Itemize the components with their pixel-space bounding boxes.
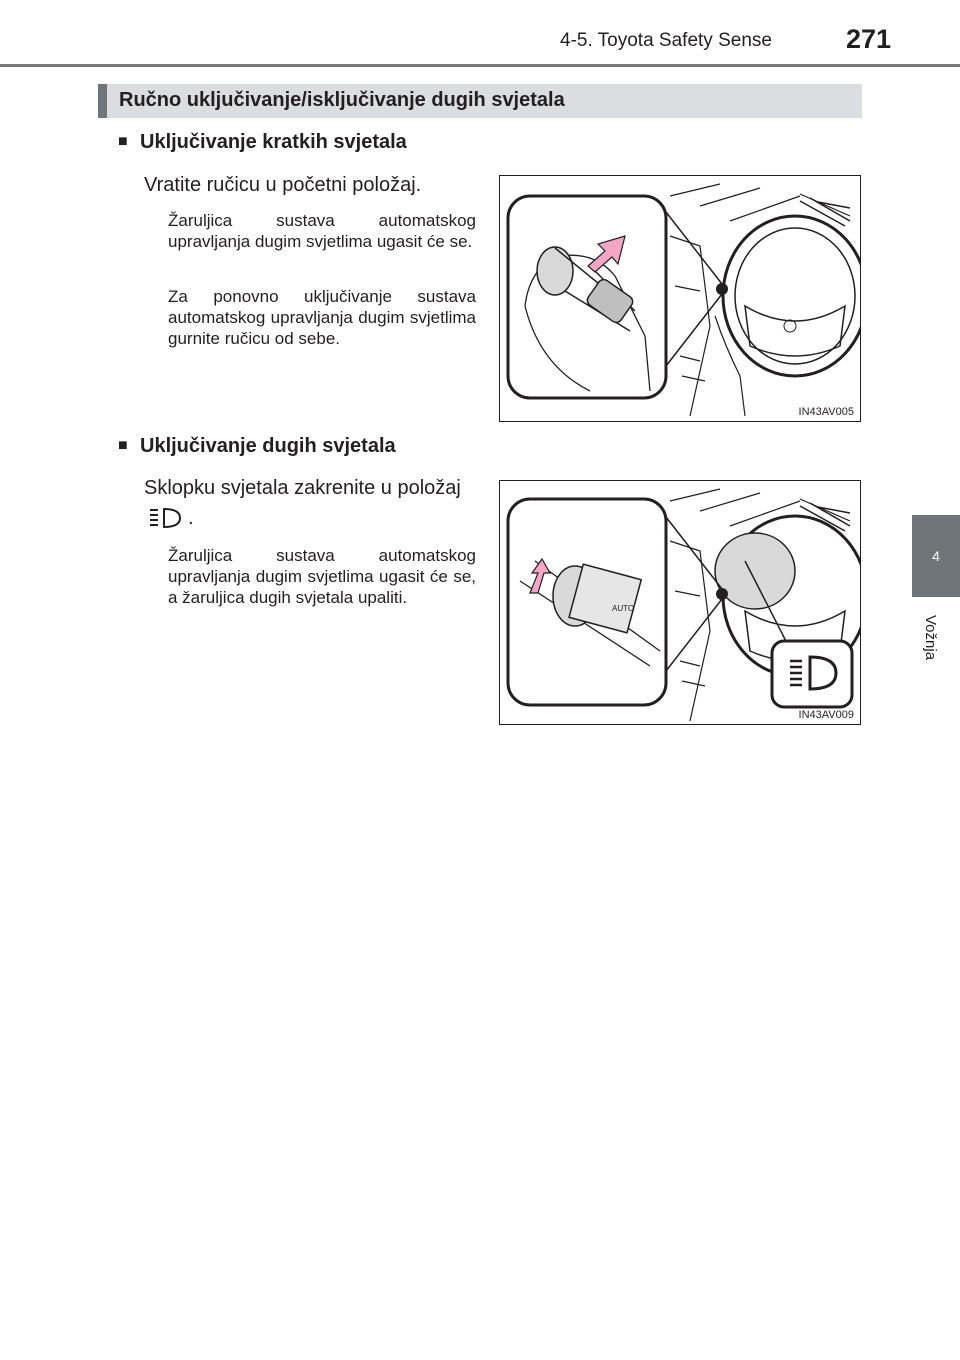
instruction-text: Sklopku svjetala zakrenite u položaj [144, 477, 461, 499]
subheading-text: Uključivanje dugih svjetala [140, 435, 396, 457]
svg-text:AUTO: AUTO [612, 604, 635, 613]
subheading-high-beam [118, 435, 396, 458]
lever-return-illustration [500, 176, 860, 421]
subheading-low-beam [118, 131, 407, 154]
note-high-beam-1: Žaruljica sustava automatskog upravljanja dugim svjetlima ugasit će se, a žaruljica dugih svjetala upaliti. [168, 546, 476, 607]
figure-code: IN43AV005 [798, 406, 854, 418]
high-beam-icon [146, 506, 186, 530]
section-title-bar [98, 84, 862, 118]
instruction-text-end: . [188, 507, 194, 529]
figure-code: IN43AV009 [798, 709, 854, 721]
chapter-tab: 4 [912, 515, 960, 597]
light-switch-illustration [500, 481, 860, 724]
section-title: Ručno uključivanje/isključivanje dugih svjetala [119, 89, 565, 111]
subheading-text: Uključivanje kratkih svjetala [140, 131, 407, 153]
page-number: 271 [846, 24, 892, 54]
instruction-high-beam [144, 473, 476, 533]
header-section-title: 4-5. Toyota Safety Sense [560, 30, 772, 51]
square-bullet-icon: ■ [118, 133, 128, 150]
chapter-label: Vožnja [922, 615, 939, 661]
illustration-low-beam-lever [499, 175, 861, 422]
note-low-beam-1: Žaruljica sustava automatskog upravljanja dugim svjetlima ugasit će se. [168, 211, 476, 251]
note-low-beam-2: Za ponovno uključivanje sustava automatskog upravljanja dugim svjetlima gurnite ručicu od sebe. [168, 287, 476, 348]
instruction-low-beam: Vratite ručicu u početni položaj. [144, 174, 422, 196]
header-divider [0, 64, 960, 67]
illustration-high-beam-switch [499, 480, 861, 725]
square-bullet-icon: ■ [118, 437, 128, 454]
